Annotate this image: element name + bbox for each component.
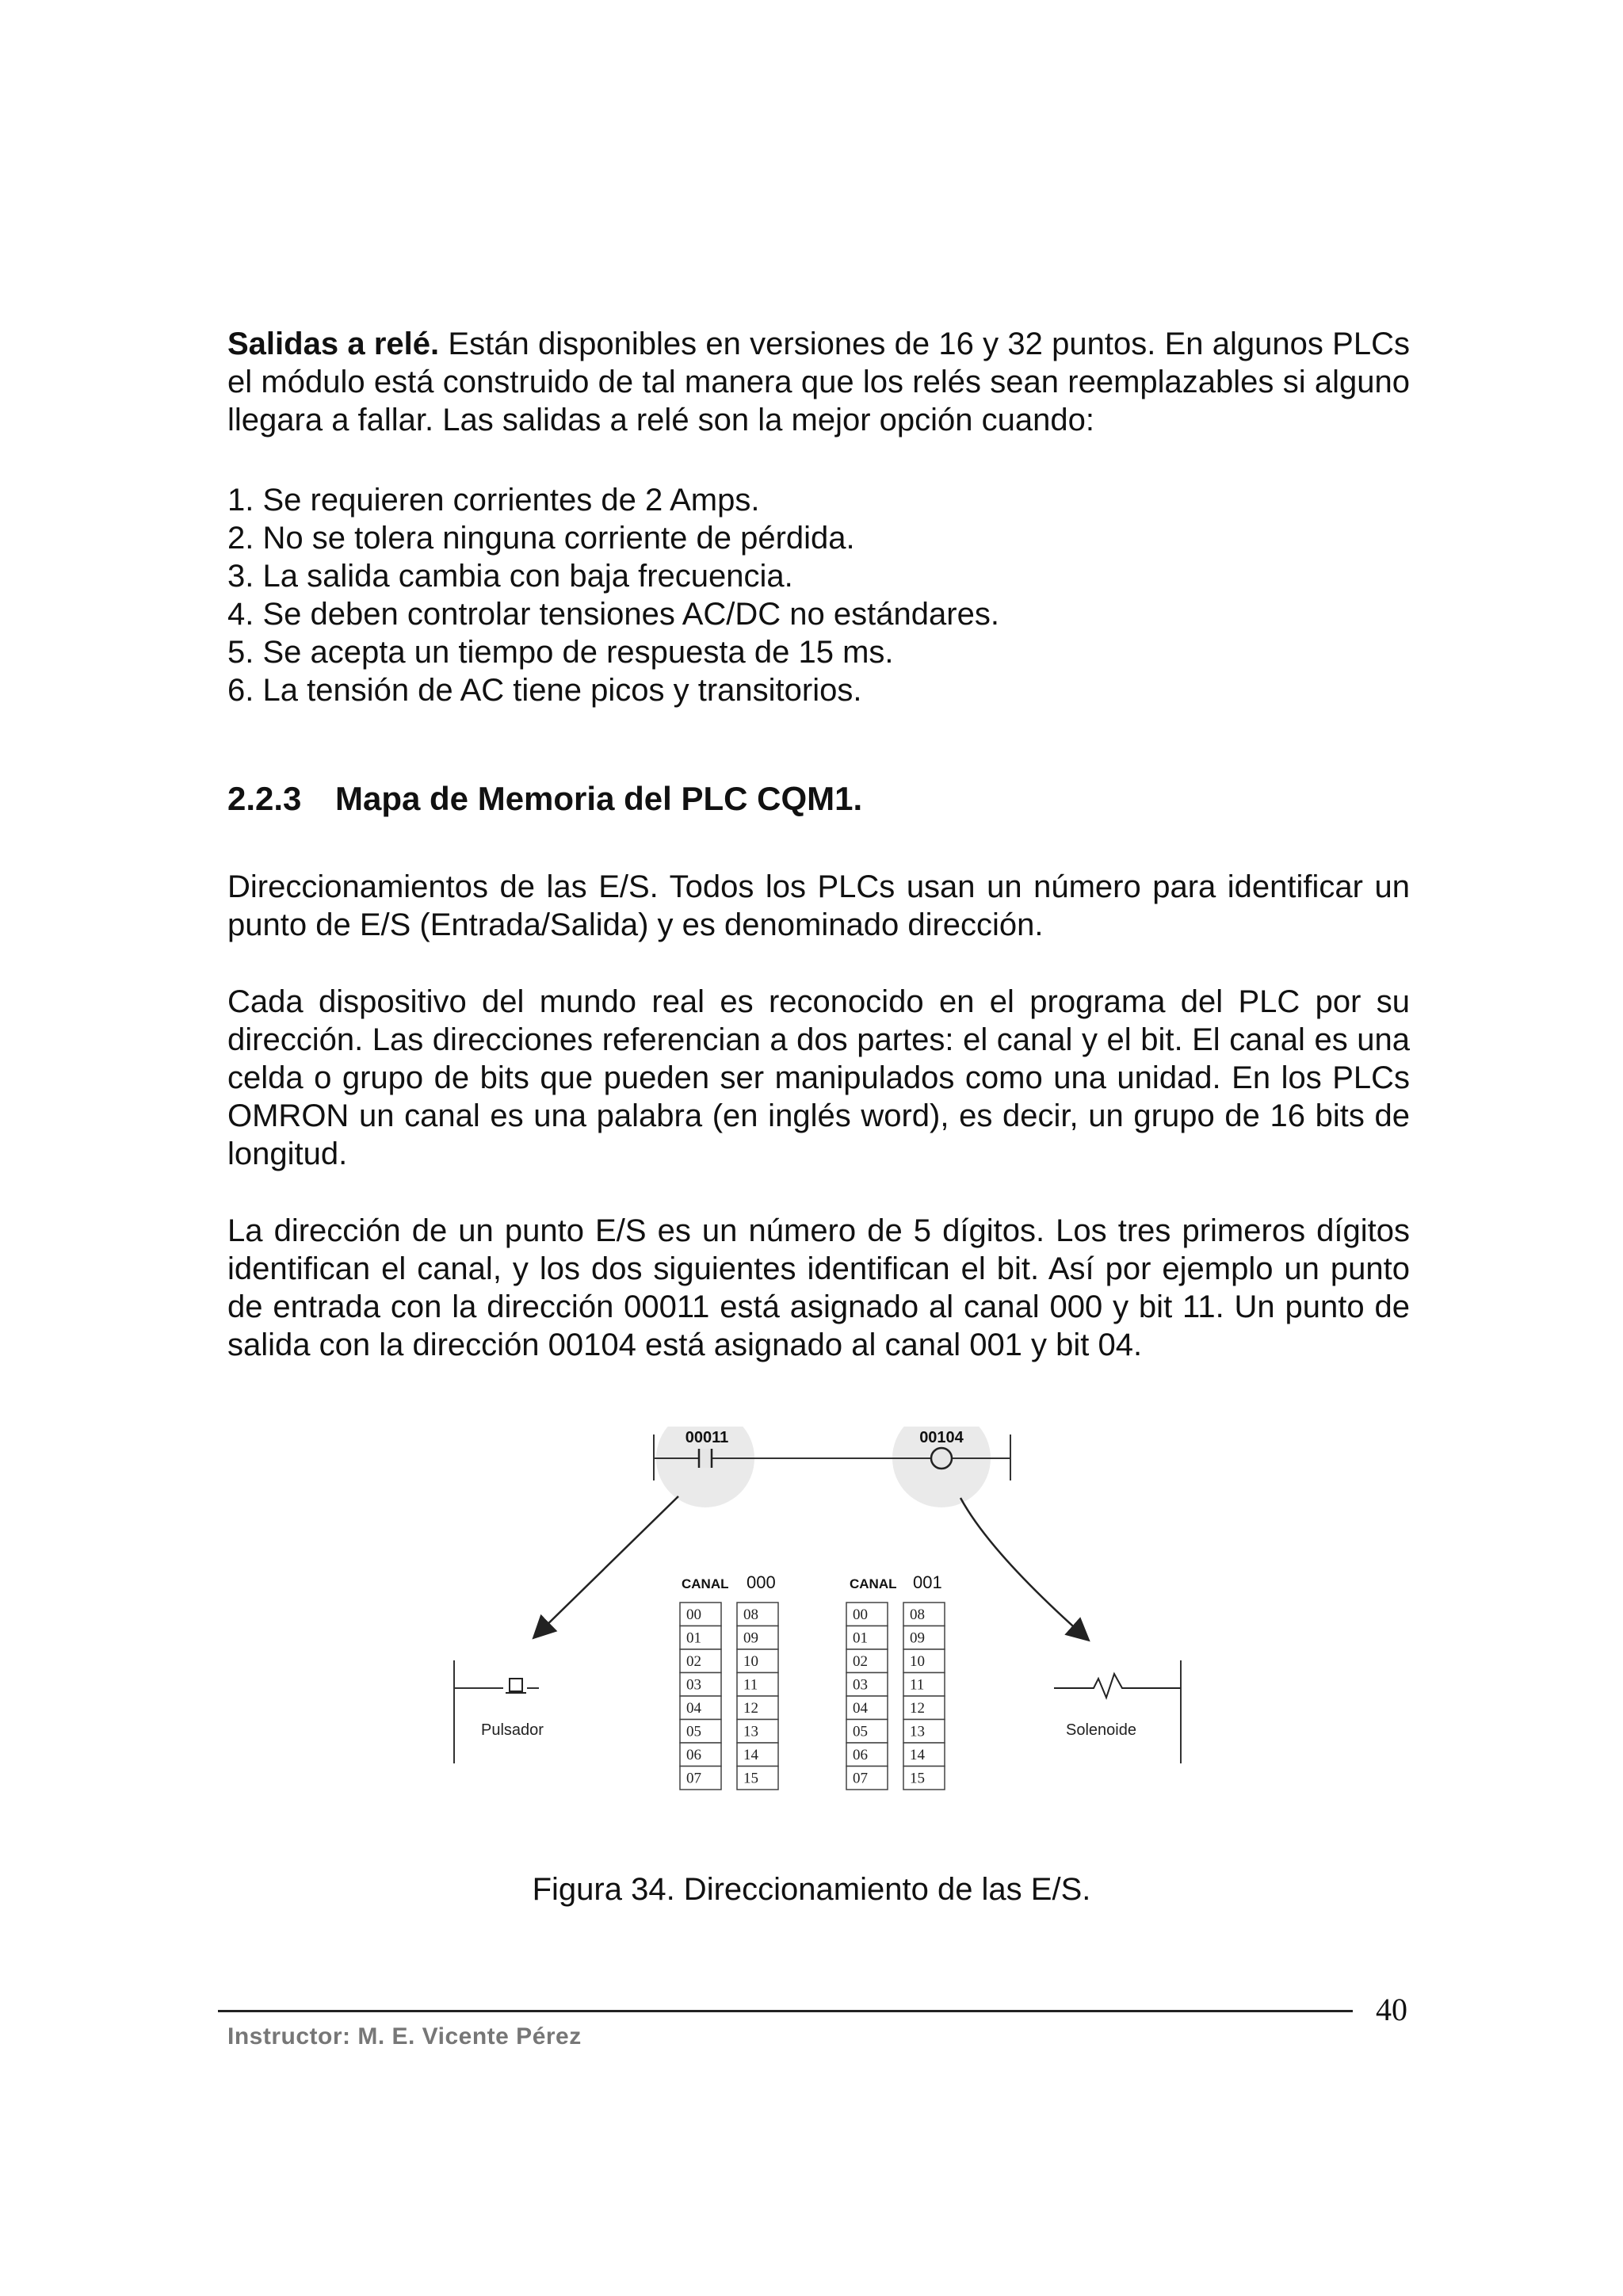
bit-label: 03 <box>686 1676 701 1694</box>
contact-address-label: 00011 <box>685 1429 729 1446</box>
canal-000-word: CANAL <box>682 1576 729 1591</box>
list-item: 6. La tensión de AC tiene picos y transitorios. <box>227 673 862 708</box>
list-item: 5. Se acepta un tiempo de respuesta de 15 ms. <box>227 635 894 670</box>
bit-label: 00 <box>686 1606 701 1623</box>
bit-label: 06 <box>686 1747 701 1763</box>
page-number: 40 <box>1376 1992 1407 2027</box>
canal-001-table <box>846 1572 945 1790</box>
canal-001-bits-00-07 <box>846 1603 888 1790</box>
conditions-list <box>227 481 1410 709</box>
intro-lead: Salidas a relé. <box>227 327 440 361</box>
bit-label: 13 <box>910 1723 925 1740</box>
coil-symbol <box>931 1448 952 1469</box>
bit-label: 04 <box>853 1700 868 1717</box>
bit-label: 15 <box>743 1770 758 1787</box>
bit-label: 11 <box>910 1676 925 1694</box>
io-addressing-figure <box>444 1427 1189 1855</box>
bit-label: 09 <box>743 1629 758 1647</box>
bit-label: 04 <box>686 1700 701 1717</box>
bit-label: 08 <box>910 1606 925 1623</box>
paragraph-direccionamientos-text: Direccionamientos de las E/S. Todos los PLCs usan un número para identificar un punto de E/S (Entrada/Salida) y es denominado dirección. <box>227 869 1410 942</box>
bit-label: 03 <box>853 1676 868 1694</box>
section-heading <box>227 780 862 818</box>
coil-to-solenoid-arrow <box>960 1498 1087 1639</box>
bit-label: 13 <box>743 1723 758 1740</box>
bit-label: 10 <box>910 1653 925 1670</box>
list-item: 4. Se deben controlar tensiones AC/DC no estándares. <box>227 597 999 632</box>
bit-label: 00 <box>853 1606 868 1623</box>
bit-label: 12 <box>743 1700 758 1717</box>
paragraph-direccion <box>227 1212 1410 1364</box>
bit-label: 01 <box>853 1629 868 1647</box>
canal-001-bits-08-15 <box>903 1603 945 1790</box>
canal-001-word: CANAL <box>850 1576 897 1591</box>
footer-divider <box>218 2010 1353 2012</box>
bit-label: 05 <box>853 1723 868 1740</box>
canal-000-table <box>680 1572 778 1790</box>
bit-label: 02 <box>686 1653 701 1670</box>
bit-label: 08 <box>743 1606 758 1623</box>
bit-label: 09 <box>910 1629 925 1647</box>
bit-label: 02 <box>853 1653 868 1670</box>
list-item: 1. Se requieren corrientes de 2 Amps. <box>227 483 760 518</box>
io-addressing-diagram <box>444 1427 1189 1855</box>
canal-000-bits-08-15 <box>737 1603 778 1790</box>
solenoid-label: Solenoide <box>1066 1721 1136 1739</box>
paragraph-direccion-text: La dirección de un punto E/S es un número de 5 dígitos. Los tres primeros dígitos identifican el canal, y los dos siguientes identifican el bit. Así por ejemplo un punto de entrada con la dirección 00011 está asignado al canal 000 y bit 11. Un punto de salida con la dirección 00104 está asignado al canal 001 y bit 04. <box>227 1213 1410 1362</box>
list-item: 3. La salida cambia con baja frecuencia. <box>227 559 793 594</box>
canal-000-bits-00-07 <box>680 1603 721 1790</box>
bit-label: 14 <box>743 1747 758 1763</box>
bit-label: 07 <box>853 1770 868 1787</box>
figure-caption: Figura 34. Direccionamiento de las E/S. <box>532 1872 1091 1907</box>
bit-label: 07 <box>686 1770 701 1787</box>
bit-label: 10 <box>743 1653 758 1670</box>
section-title: Mapa de Memoria del PLC CQM1. <box>335 780 863 817</box>
bit-label: 12 <box>910 1700 925 1717</box>
bit-label: 15 <box>910 1770 925 1787</box>
list-item: 2. No se tolera ninguna corriente de pérdida. <box>227 521 855 556</box>
pushbutton-symbol <box>510 1679 522 1691</box>
paragraph-cada-dispositivo-text: Cada dispositivo del mundo real es reconocido en el programa del PLC por su dirección. Las direcciones referencian a dos partes: el canal y el bit. El canal es una celda o grupo de bits que pueden ser manipulados como una unidad. En los PLCs OMRON un canal es una palabra (en inglés word), es decir, un grupo de 16 bits de longitud. <box>227 984 1410 1171</box>
coil-address-label: 00104 <box>919 1429 964 1446</box>
intro-paragraph <box>227 325 1410 439</box>
bit-label: 06 <box>853 1747 868 1763</box>
intro-body: Están disponibles en versiones de 16 y 32 puntos. En algunos PLCs el módulo está construido de tal manera que los relés sean reemplazables si alguno llegara a fallar. Las salidas a relé son la mejor opción cuando: <box>227 327 1410 437</box>
bit-label: 11 <box>743 1676 758 1694</box>
bit-label: 14 <box>910 1747 925 1763</box>
bit-label: 01 <box>686 1629 701 1647</box>
canal-001-number: 001 <box>913 1572 942 1592</box>
section-number: 2.2.3 <box>227 780 302 817</box>
footer-author: Instructor: M. E. Vicente Pérez <box>227 2023 582 2050</box>
bit-label: 05 <box>686 1723 701 1740</box>
paragraph-direccionamientos <box>227 868 1410 944</box>
paragraph-cada-dispositivo <box>227 983 1410 1173</box>
pushbutton-label: Pulsador <box>481 1721 544 1739</box>
solenoid-symbol <box>1054 1674 1181 1698</box>
contact-gap <box>699 1449 712 1468</box>
contact-to-pushbutton-arrow <box>535 1496 678 1637</box>
canal-000-number: 000 <box>747 1572 776 1592</box>
